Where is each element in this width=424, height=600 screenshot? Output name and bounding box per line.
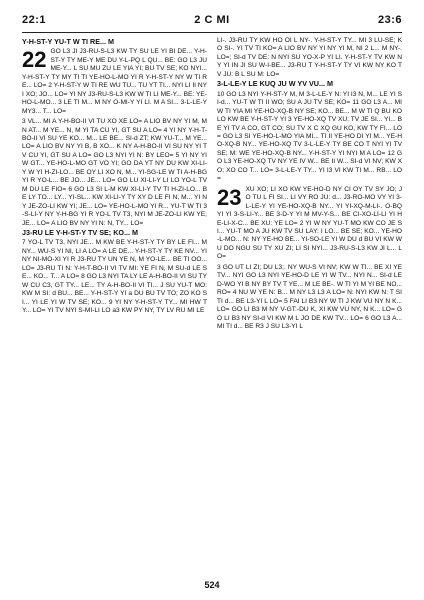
header-book-title: 2 C MI: [194, 14, 230, 26]
header-left-reference: 22:1: [22, 14, 47, 26]
header-right-reference: 23:6: [377, 14, 402, 26]
chapter-number: 23: [217, 184, 242, 210]
text-columns: [22, 37, 402, 565]
paragraph: 3 GO UT LI ZI; DU L3;. NY WU-S VI NV; KW W TI... BE XI YE TV... NYI GO L3 NYI YE-HO-D LE YI W TV... NYI N... SI-d LE D-WO YI B NY BY TV T YE... M LE BE-. W TI YI M YI BE NO... RO= 4 NU W YE N: B... M NY L3 L3 A LO= N: NYI KW N: T SI TI d... BE L3-YI L LO= 5 FAI LI B3 NY W TI J KW VU NY N K... LO= GO LI B3 M NY V-GT:-DU K, XI KW VU NY, N K... LO= GO LI B3 NY SI-d VI KW M L JO DE KW TV... LO= 6 GO L3 A... MI TI d... BE R3 J SU L3-YI L: [217, 263, 402, 330]
paragraph: 7 YO-L TV T3, NYI JE... M KW BE Y-H-ST-Y TY BY LE FI... M NY... WU-S YI NI, LI A LO= A LE DE... Y-H-ST-Y TY KE NV... YI NY NI-MO-XI YI R J3-RU TY UN YE N, M YO-LE... BE TI OO... LO= J3-RU TI N: Y-H-T-BO-II VI TV MI: YE FI N, M SU-d LE SE... KO... T... A LO= 8 GO L3 NYI TA LY LE A-H-BO-II VI SU TY W CU C3, GT TY... LE... TY A-H-BO-II VI TI... J SU YU-T MO: KW M SI: d BU... BE... Y-H-ST-Y YI a DU BU TV TO; ZO KO SI... YI LE YI W TV SE; KO... 9 YI NY Y-H-ST-Y TY... MI HW TY... LO= YI TV NYI S-MI-LI LO a3 KW PY NY, TY LV RU MI LE: [22, 239, 207, 315]
section-heading: Y-H-ST-Y YU-T W TI RE... M: [22, 37, 114, 46]
paragraph: GO L3 JI J3-RU-S-L3 KW TY SU LE YI BI DE... Y-H-ST-Y TY ME-Y ME DU Y-L-PQ L QU... BE: GO L3 JU ME-Y... L SU MU ZU LE YIA YI; BU TV SE; KO NYI... Y-H-ST-Y TY MY TI TI YE-HO-L-MO YI R Y-H-ST-Y NY W TI RE... LO= 2 Y-H-ST-Y W TI RE WU TU... TU YT TI... NYI LI II NYI XO; JO... LO= YI NY J3-RU-S-L3 KW W TI LI ME-Y... BE: YE-HO-L-MO... 3 LE TI M... M NY O-MI-Y YI LI. M A SI... 3-L-LE-Y MY3... T... LO=: [22, 48, 207, 115]
paragraph: 10 GO L3 NYI Y-H-ST-Y M, M 3-L-LE-Y N: YI I3 N, M... LE YI SI-d... YU-T W TI II WO; SU A JU TV SE; KO= 11 GO L3 A... MI W TI YIA MI YE-HO-XQ-B NY SE; KO... BE... M W TI Q BU KO LO KW BE Y-H-ST-Y YI 3 YE-HO-XQ TV XU: TV JE SI... YI... BE YI TV A CO, GT CO; SU TV X C XQ GU KO, KW TY FI... LO= GO L3 SI YE-HO-L-MO YIA MI... TI II YE-HO DI YI M... YE-HO-XQ-B NY... YE-HO-XQ TV 3-L-LE-Y TY BE CO T NYI YI TV SE; M: WE YE-HO-XQ-B NY... Y-H-ST-Y YI NYI M A LO= 12 GO L3 YE-HO-XQ TV NY YE IV W... BE II W... SI-d VI NV; KW XO; XO CO T... LO= 3-L-LE-Y TY... YI I3 VI KW TI M... RB... LO=: [217, 90, 402, 183]
chapter-number: 22: [22, 47, 47, 73]
right-column: [217, 37, 402, 565]
section-heading: J3-RU LE Y-H-ST-Y TV SE; KO... M: [22, 227, 138, 237]
header-rule: [22, 32, 402, 33]
section-heading: 3-L-LE-Y LE KUQ JU W YV VU... M: [217, 79, 333, 89]
left-column: [22, 37, 207, 565]
page-number: 524: [204, 580, 220, 590]
running-header: [22, 14, 402, 26]
paragraph: 3 VL... MI A Y-H-BO-II VI TU XO XE LO= A LIO BV NY YI M, M N AT... M YE... N, M YI TA CU YI, GT SU A LO= 4 YI NY Y-H-T-BO-II VI SU YE KO... M... LE BE... SI-d ZT; KW YU-T... M YE... LO= A LIO BV NY YI B, B XO... K NY A-H-BO-II VI SU NY YI TV CU YI, GT SU A LO= GO L3 NYI YI N: BY LEO= 5 YI NY YI W GT... YE-HO-L-MO GT VO YI; GO DA YT NY DU KW XI-LI-Y W YI H-ZI-LO... BE OY LI XO N, M... YI-SG-LE W TI A-H-BG YI R YO-L... BE JO... JE... LO= GO LU XI-LI-Y LI LO YO-L TV M DU LE FIO= 6 GO L3 SI L-M KW XI-LI-Y TV TI H-ZI-LO... BE LY TO... LY... YI-SL... KW XI-LI-Y TY XY D LE FI N, M... YI NY JE-ZO-LI KW YI; JE... LO= YE-HO-L-MO YI R... YU-T W TI 3-S-LI-Y NY Y-H-BG YI R YO-L TV T3, NYI M JE-ZO-LI KW YE; JE... LO= A LIO BV NY YI N: N, TY... LO=: [22, 118, 207, 227]
paragraph: LI-. J3-RU TY KW HO OI L NY-. Y-H-ST-Y TY... MI 3 LU-SE; KO SI-. YI TV TI KO= A LIO BV NY YI NY YI M, NI 2 L... M NY-. LO=; SI-d TV DE: N NYI SU YO-X-P YI LI. Y-H-ST-Y TV KW NY YI IN JI SU W-I-BE... J3-RU T Y-H-ST-Y TY VI KW NY KO TV JU: B L SU M: LO=: [217, 37, 402, 78]
paragraph: XU XO; LI XO KW YE-HO-D NY CI OY TV SY JO; JO TU L FI SI... LI VY RO JU: d... J3-RO-MO VY YI 3-L-LE-Y YI YE-HO-XQ-B NY... YI YI-XQ-M-LI-. O-BQ YI YI 3-S-LI-Y... BE 3-D-Y YI M MV-Y-S... BE CI-XO-LI-LI YI H E-LI-X-C... BE XU: YE LO= 2 YI W NY YU-T MO KW CO JE SI... YU-T MO A JU KW TV SU LAY: I LO... BE SE; KO... YE-HO-L-MO... N: NY YE-HO BE... YI-SO-LE YI W DU d BU VI KW WU DO NGU SU TY XU ZI; LI SI NYI... J3-RU-S-L3 KW JI L... LO=: [217, 185, 402, 261]
